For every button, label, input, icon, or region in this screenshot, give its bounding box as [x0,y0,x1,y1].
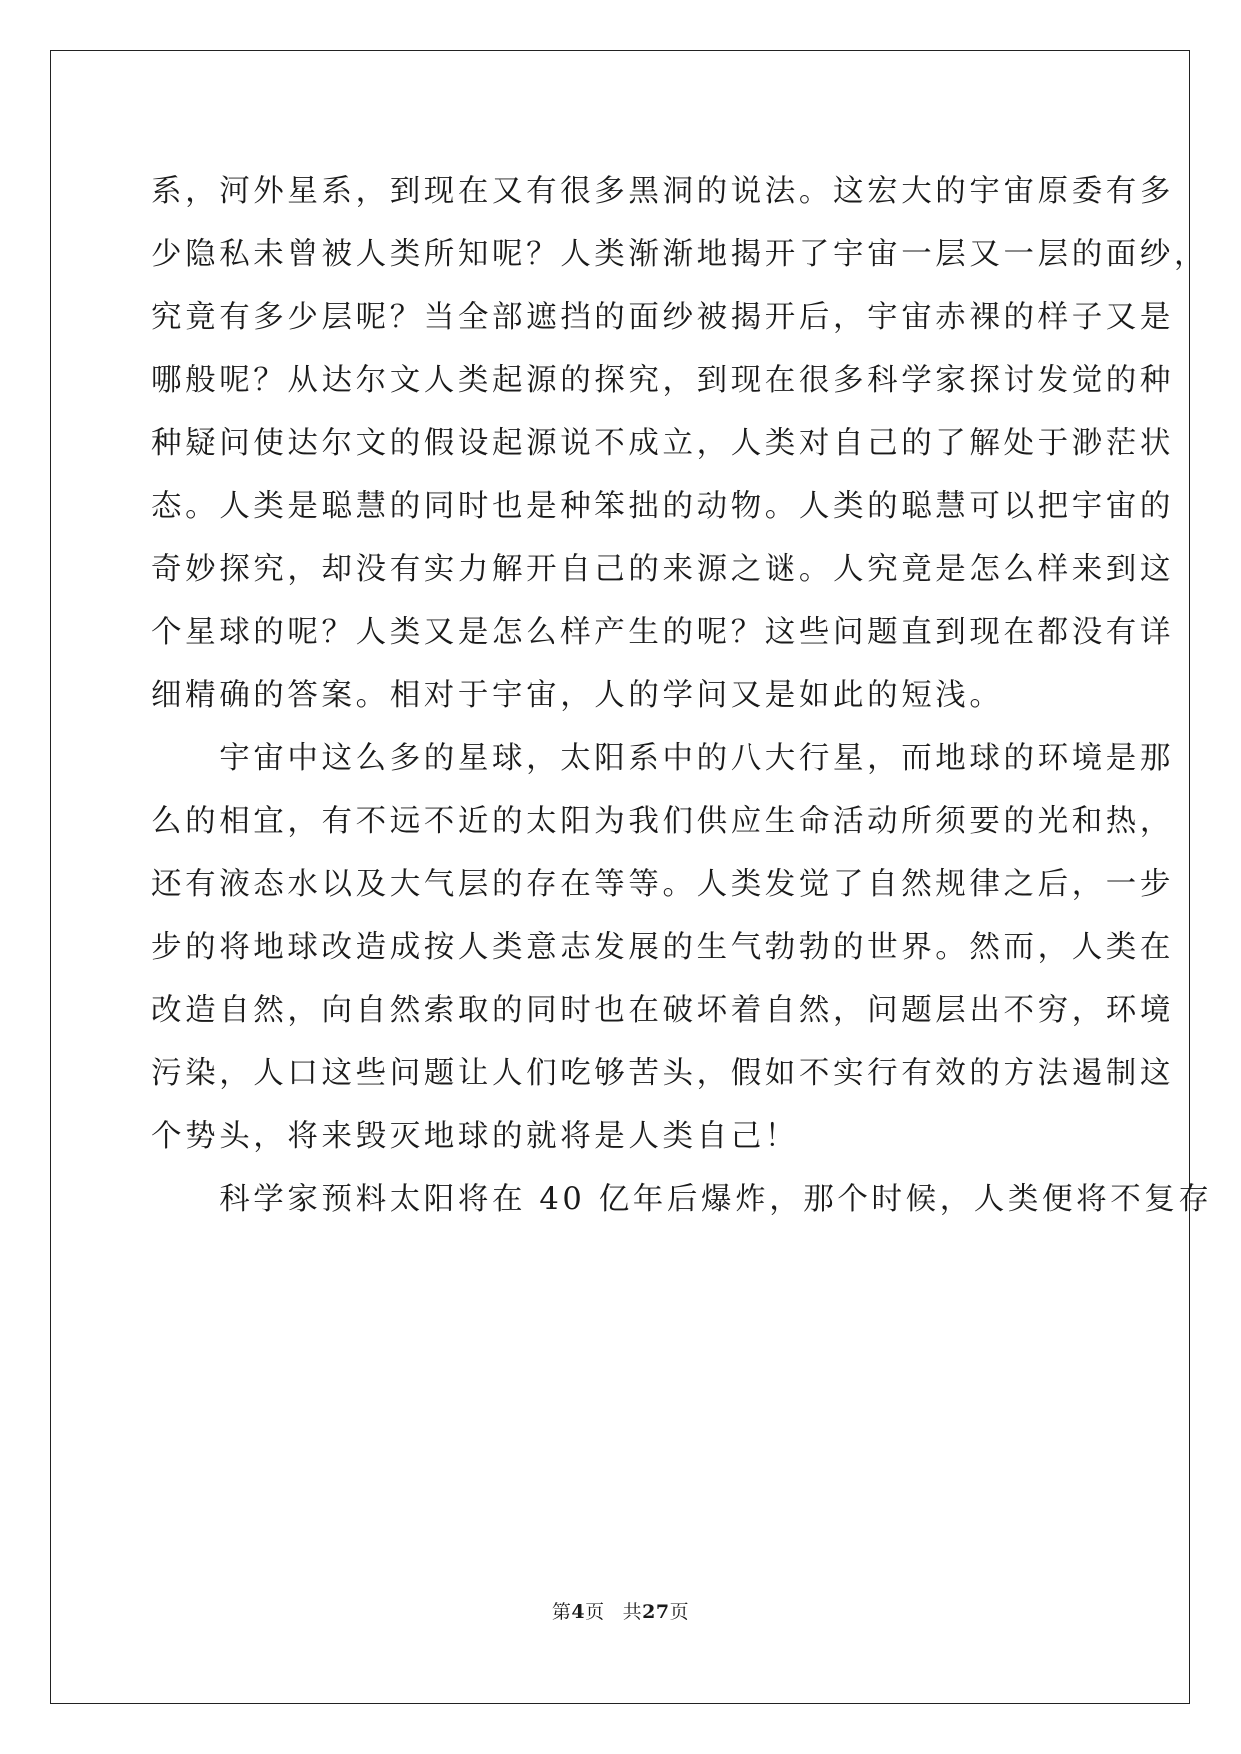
text-line: 个势头，将来毁灭地球的就将是人类自己！ [151,1119,799,1154]
paragraph-text [151,160,1213,1231]
text-line: 种疑问使达尔文的假设起源说不成立，人类对自己的了解处于渺茫状 [151,426,1174,461]
text-line: 哪般呢？从达尔文人类起源的探究，到现在很多科学家探讨发觉的种 [151,363,1174,398]
text-line: 还有液态水以及大气层的存在等等。人类发觉了自然规律之后，一步 [151,867,1174,902]
total-suffix: 页 [669,1601,690,1623]
text-line: 科学家预料太阳将在 40 亿年后爆炸，那个时候，人类便将不复存 [151,1182,1213,1217]
document-body [151,160,1213,1231]
text-line: 宇宙中这么多的星球，太阳系中的八大行星，而地球的环境是那 [151,741,1174,776]
text-line: 系，河外星系，到现在又有很多黑洞的说法。这宏大的宇宙原委有多 [151,174,1174,209]
page-prefix: 第 [551,1601,572,1623]
text-line: 态。人类是聪慧的同时也是种笨拙的动物。人类的聪慧可以把宇宙的 [151,489,1174,524]
total-prefix: 共 [622,1601,643,1623]
text-line: 么的相宜，有不远不近的太阳为我们供应生命活动所须要的光和热， [151,804,1174,839]
page-footer [0,1597,1241,1624]
text-line: 奇妙探究，却没有实力解开自己的来源之谜。人究竟是怎么样来到这 [151,552,1174,587]
text-line: 个星球的呢？人类又是怎么样产生的呢？这些问题直到现在都没有详 [151,615,1174,650]
text-line: 步的将地球改造成按人类意志发展的生气勃勃的世界。然而，人类在 [151,930,1174,965]
text-line: 污染，人口这些问题让人们吃够苦头，假如不实行有效的方法遏制这 [151,1056,1174,1091]
text-line: 究竟有多少层呢？当全部遮挡的面纱被揭开后，宇宙赤裸的样子又是 [151,300,1174,335]
text-line: 改造自然，向自然索取的同时也在破坏着自然，问题层出不穷，环境 [151,993,1174,1028]
page-number: 4 [571,1601,586,1623]
text-line: 细精确的答案。相对于宇宙，人的学问又是如此的短浅。 [151,678,1004,713]
text-line: 少隐私未曾被人类所知呢？人类渐渐地揭开了宇宙一层又一层的面纱， [151,237,1209,272]
page-suffix: 页 [585,1601,605,1623]
total-pages: 27 [642,1601,670,1623]
